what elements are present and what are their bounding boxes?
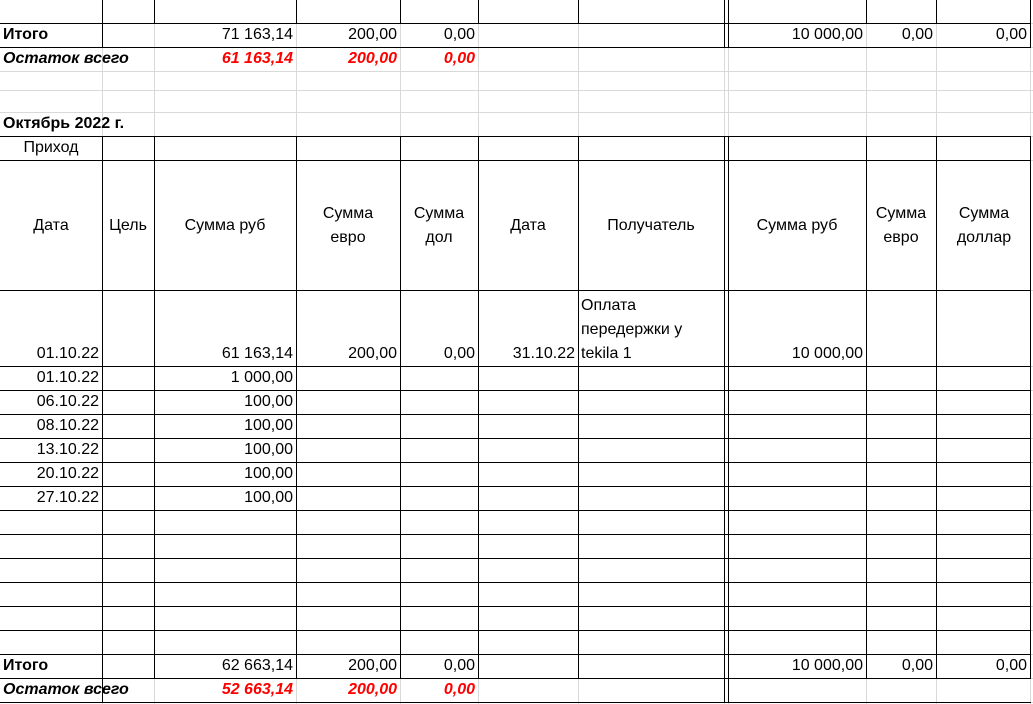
- cell-border: [102, 0, 103, 23]
- itogo-income-eur[interactable]: 200,00: [348, 657, 397, 674]
- itogo-income-usd[interactable]: 0,00: [443, 657, 475, 674]
- cell-border: [296, 0, 297, 23]
- row-sum-rub[interactable]: 61 163,14: [221, 345, 293, 362]
- cell-border: [400, 136, 401, 678]
- cell-border: [936, 0, 937, 23]
- itogo-expense-usd[interactable]: 0,00: [995, 26, 1027, 43]
- row-sum-eur[interactable]: 200,00: [348, 345, 397, 362]
- header-expense-date-text: Дата: [510, 216, 546, 234]
- header-recipient[interactable]: [578, 161, 724, 290]
- ostatok-eur[interactable]: 200,00: [348, 50, 397, 67]
- income-row-rub[interactable]: 100,00: [244, 489, 293, 506]
- itogo-expense-rub[interactable]: 10 000,00: [791, 657, 863, 674]
- header-expense-sum-usd[interactable]: [944, 161, 1024, 290]
- itogo-expense-usd[interactable]: 0,00: [995, 657, 1027, 674]
- itogo-label[interactable]: Итого: [3, 657, 49, 674]
- income-row-rub[interactable]: 100,00: [244, 465, 293, 482]
- itogo-income-usd[interactable]: 0,00: [443, 26, 475, 43]
- ostatok-rub[interactable]: 52 663,14: [221, 681, 293, 698]
- cell-border: [102, 23, 103, 47]
- header-expense-sum-eur[interactable]: [870, 161, 932, 290]
- cell-border: [400, 0, 401, 23]
- itogo-income-eur[interactable]: 200,00: [348, 26, 397, 43]
- gridline: [0, 90, 1033, 91]
- row-expense-date[interactable]: 31.10.22: [512, 345, 575, 362]
- cell-border: [936, 136, 937, 678]
- income-row-date[interactable]: 20.10.22: [36, 465, 99, 482]
- cell-border: [866, 136, 867, 678]
- income-row-date[interactable]: 13.10.22: [36, 441, 99, 458]
- month-title[interactable]: Октябрь 2022 г.: [3, 115, 125, 132]
- row-expense-sum-rub[interactable]: 10 000,00: [791, 345, 863, 362]
- cell-border: [578, 0, 579, 23]
- cell-border: [478, 0, 479, 23]
- header-sum-eur[interactable]: [306, 161, 390, 290]
- cell-border: [296, 136, 297, 678]
- header-expense-sum-eur-text: Сумма евро: [875, 204, 927, 246]
- row-recipient[interactable]: Оплата передержки у tekila 1: [581, 297, 683, 362]
- header-purpose[interactable]: [102, 161, 154, 290]
- row-date[interactable]: 01.10.22: [36, 345, 99, 362]
- itogo-expense-eur[interactable]: 0,00: [901, 657, 933, 674]
- header-date[interactable]: [0, 161, 102, 290]
- itogo-label[interactable]: Итого: [3, 26, 49, 43]
- header-date-text: Дата: [33, 216, 69, 234]
- itogo-income-rub[interactable]: 71 163,14: [221, 26, 293, 43]
- ostatok-usd[interactable]: 0,00: [443, 50, 475, 67]
- ostatok-usd[interactable]: 0,00: [443, 681, 475, 698]
- ostatok-label[interactable]: Остаток всего: [3, 681, 129, 698]
- itogo-expense-rub[interactable]: 10 000,00: [791, 26, 863, 43]
- cell-border: [724, 136, 725, 702]
- header-purpose-text: Цель: [109, 216, 147, 234]
- header-sum-eur-text: Сумма евро: [322, 204, 374, 246]
- income-row-rub[interactable]: 100,00: [244, 393, 293, 410]
- header-sum-rub-text: Сумма руб: [184, 216, 266, 234]
- cell-border: [866, 0, 867, 23]
- header-recipient-text: Получатель: [607, 216, 695, 234]
- itogo-expense-eur[interactable]: 0,00: [901, 26, 933, 43]
- header-sum-rub[interactable]: [154, 161, 296, 290]
- row-sum-usd[interactable]: 0,00: [443, 345, 475, 362]
- ostatok-eur[interactable]: 200,00: [348, 681, 397, 698]
- header-sum-usd-text: Сумма дол: [413, 204, 465, 246]
- header-expense-date[interactable]: [478, 161, 578, 290]
- income-row-rub[interactable]: 100,00: [244, 417, 293, 434]
- income-section-label[interactable]: Приход: [23, 139, 79, 156]
- header-sum-usd[interactable]: [408, 161, 470, 290]
- cell-border: [154, 0, 155, 23]
- ostatok-rub[interactable]: 61 163,14: [221, 50, 293, 67]
- header-expense-sum-rub[interactable]: [728, 161, 866, 290]
- cell-border: [0, 702, 1031, 703]
- gridline: [0, 71, 1033, 72]
- income-row-date[interactable]: 27.10.22: [36, 489, 99, 506]
- cell-border: [724, 0, 725, 48]
- income-row-date[interactable]: 06.10.22: [36, 393, 99, 410]
- income-row-rub[interactable]: 100,00: [244, 441, 293, 458]
- income-row-rub[interactable]: 1 000,00: [230, 369, 293, 386]
- ostatok-label[interactable]: Остаток всего: [3, 50, 129, 67]
- cell-border: [1030, 136, 1031, 678]
- income-row-date[interactable]: 01.10.22: [36, 369, 99, 386]
- itogo-income-rub[interactable]: 62 663,14: [221, 657, 293, 674]
- header-expense-sum-usd-text: Сумма доллар: [956, 204, 1012, 246]
- header-expense-sum-rub-text: Сумма руб: [756, 216, 838, 234]
- income-row-date[interactable]: 08.10.22: [36, 417, 99, 434]
